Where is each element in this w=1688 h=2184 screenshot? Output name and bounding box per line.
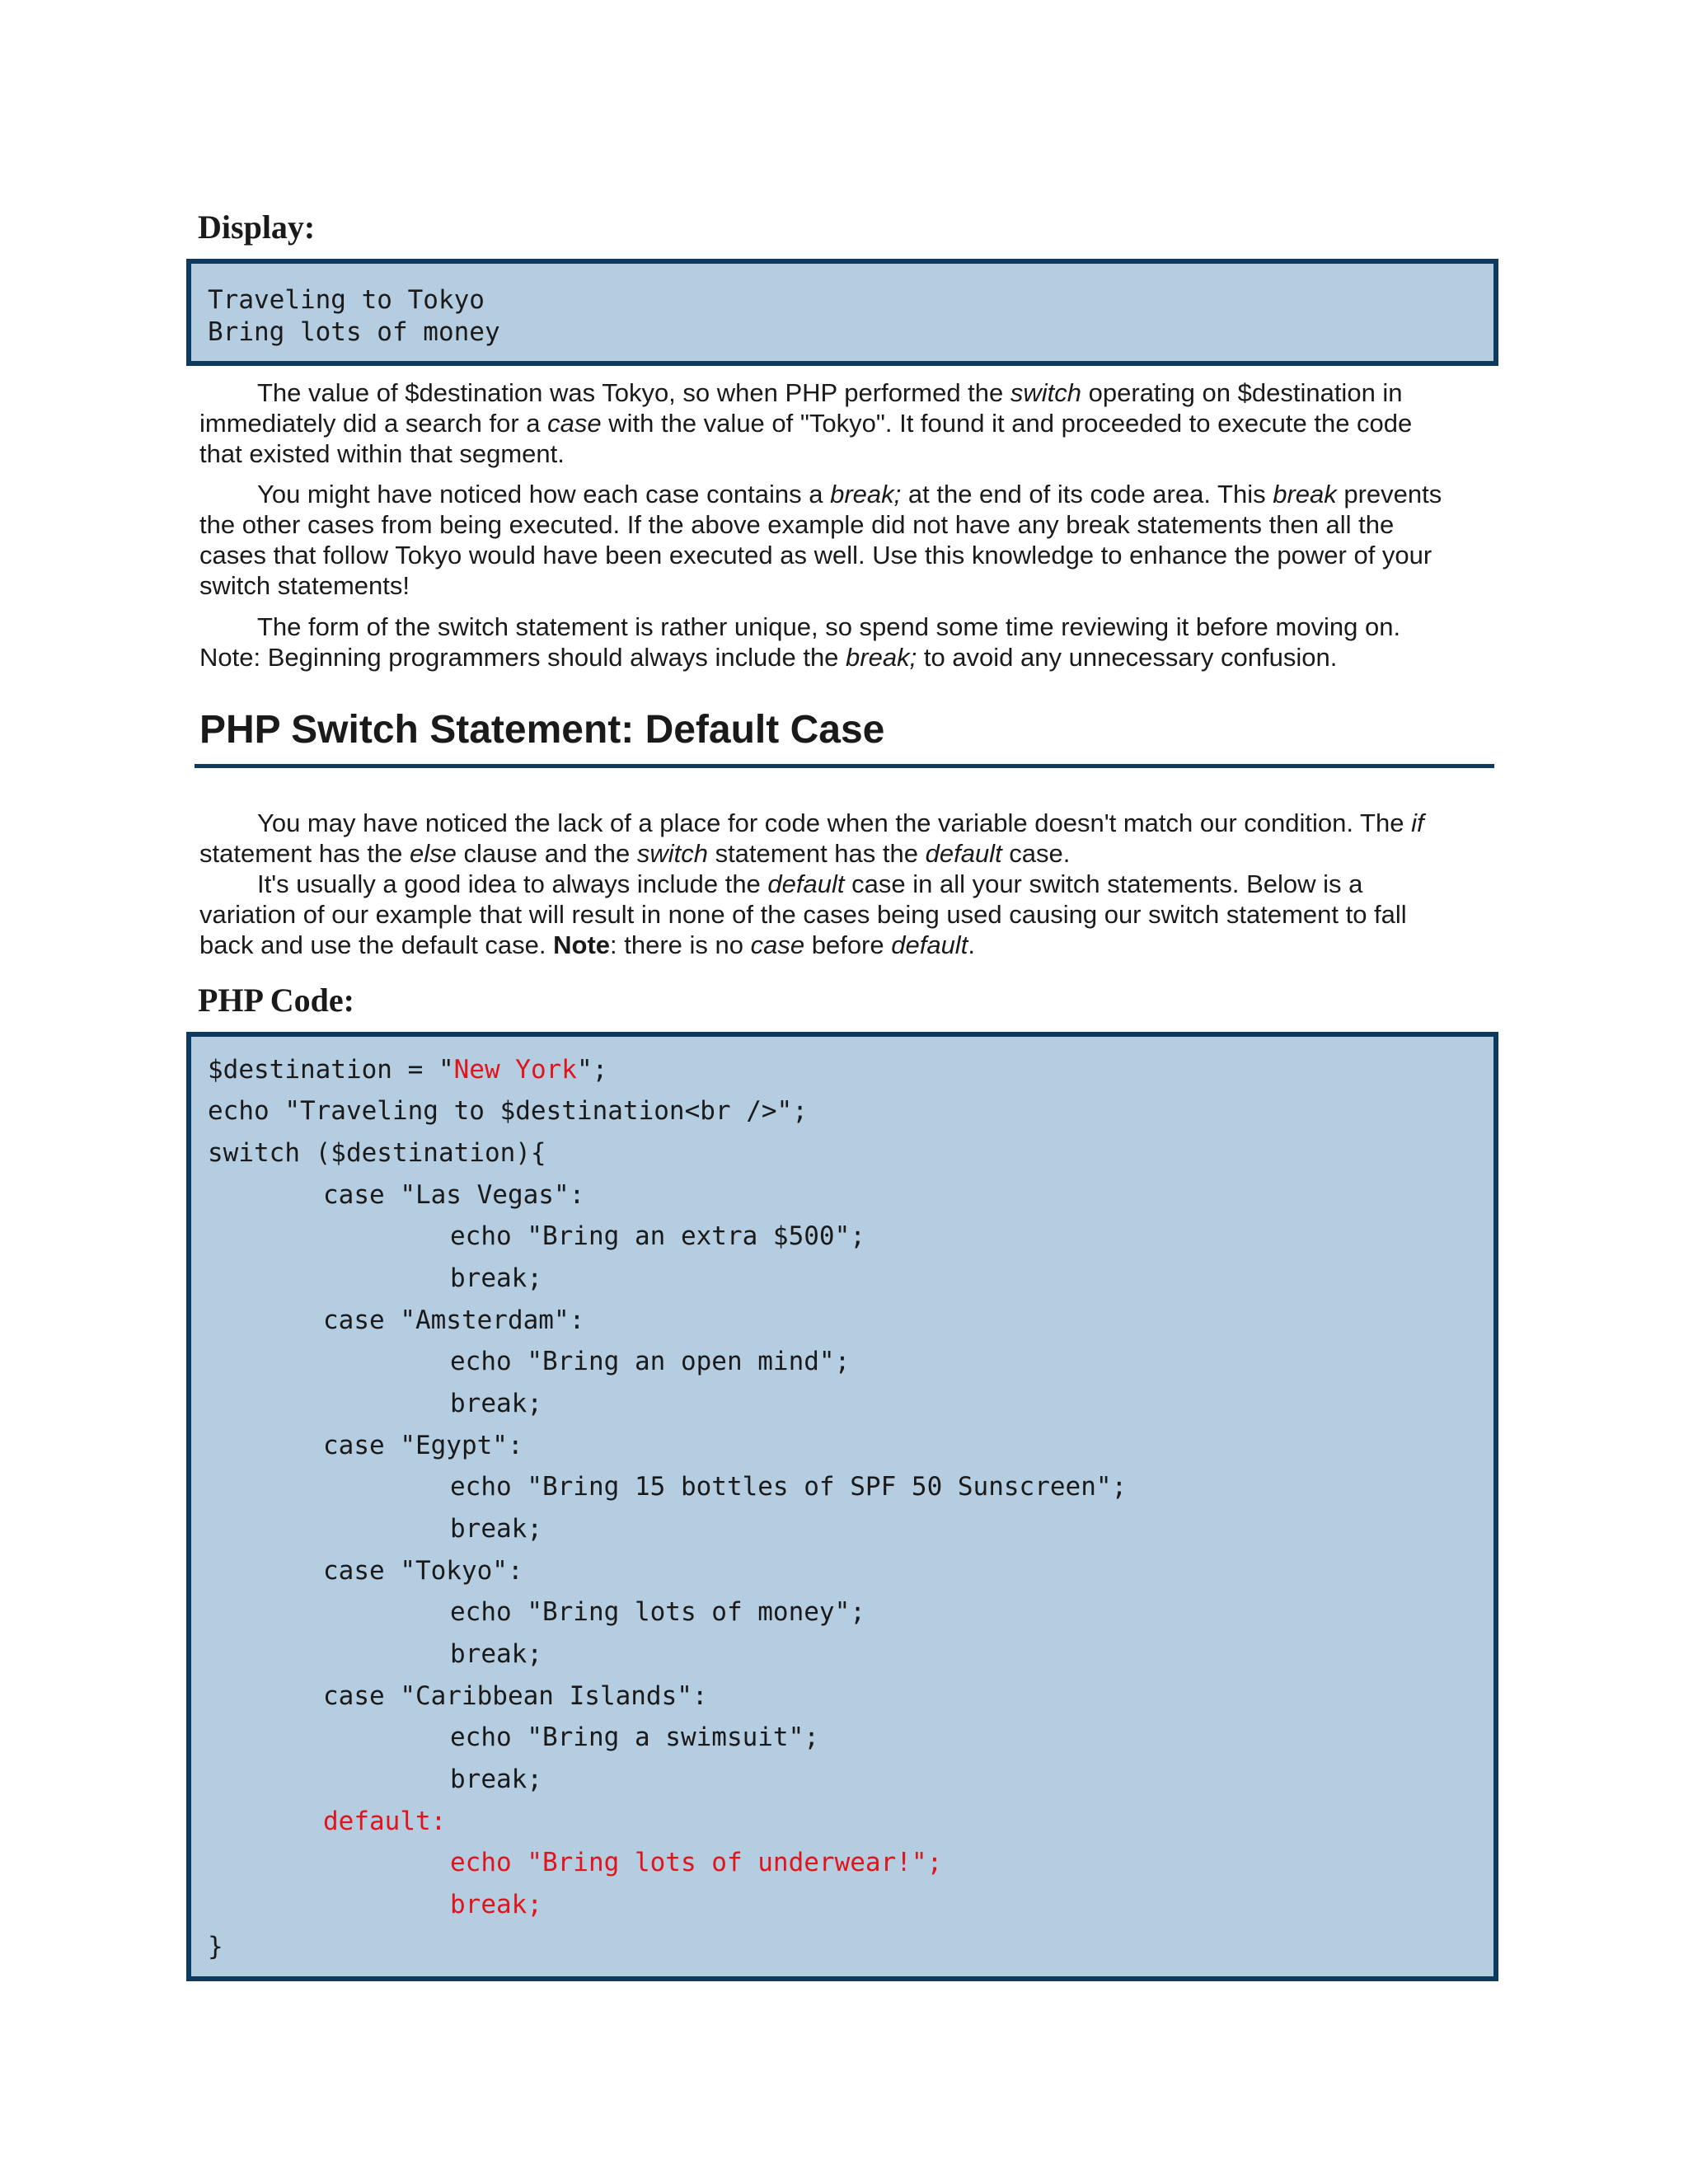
code-line-6: break; <box>450 1263 542 1293</box>
code-line-19: default: <box>323 1807 447 1836</box>
code-line-2: echo "Traveling to $destination<br />"; <box>208 1096 808 1126</box>
code-line-1: $destination = "New York"; <box>208 1055 608 1085</box>
paragraph-break-explanation: You might have noticed how each case contains a break; at the end of its code area. This break prevents the other cases from being executed. If the above example did not have any break statements then all the cases that follow Tokyo would have been executed as well. Use this knowledge to enhance the power of your switch statements! <box>199 480 1442 600</box>
code-line-5: echo "Bring an extra $500"; <box>450 1221 865 1251</box>
code-line-16: case "Caribbean Islands": <box>323 1681 708 1711</box>
code-line-20: echo "Bring lots of underwear!"; <box>450 1848 943 1877</box>
code-line-7: case "Amsterdam": <box>323 1305 585 1335</box>
code-line-15: break; <box>450 1639 542 1669</box>
display-line-1: Traveling to Tokyo <box>208 285 485 315</box>
code-line-18: break; <box>450 1765 542 1794</box>
code-line-11: echo "Bring 15 bottles of SPF 50 Sunscreen"; <box>450 1472 1128 1502</box>
display-line-2: Bring lots of money <box>208 317 500 347</box>
code-heading: PHP Code: <box>198 982 354 1019</box>
paragraph-switch-explanation: The value of $destination was Tokyo, so when PHP performed the switch operating on $destination in immediately did a search for a case with the value of "Tokyo". It found it and proceeded to execute the code that existed within that segment. <box>199 378 1413 468</box>
paragraph-form-note: The form of the switch statement is rather unique, so spend some time reviewing it before moving on. Note: Beginning programmers should always include the break; to avoid any unnecessary confusion. <box>199 612 1401 672</box>
code-line-4: case "Las Vegas": <box>323 1180 585 1210</box>
code-line-8: echo "Bring an open mind"; <box>450 1347 851 1376</box>
code-line-22: } <box>208 1932 223 1961</box>
display-heading: Display: <box>198 209 316 246</box>
code-line-9: break; <box>450 1389 542 1418</box>
section-title: PHP Switch Statement: Default Case <box>199 708 885 752</box>
section-divider <box>195 764 1494 768</box>
code-line-17: echo "Bring a swimsuit"; <box>450 1722 819 1752</box>
code-block <box>186 1032 1498 1981</box>
code-line-12: break; <box>450 1514 542 1544</box>
paragraph-default-case: You may have noticed the lack of a place for code when the variable doesn't match our condition. The if statement has the else clause and the switch statement has the default case. It's usually a good idea to always include the default case in all your switch statements. Below is a variation of our example that will result in none of the cases being used causing our switch statement to fall back and use the default case. Note: there is no case before default. <box>199 808 1424 959</box>
code-line-21: break; <box>450 1890 542 1919</box>
code-line-14: echo "Bring lots of money"; <box>450 1597 865 1627</box>
code-line-3: switch ($destination){ <box>208 1138 546 1168</box>
display-output-box <box>186 259 1498 366</box>
code-line-13: case "Tokyo": <box>323 1556 523 1586</box>
code-line-10: case "Egypt": <box>323 1431 523 1460</box>
